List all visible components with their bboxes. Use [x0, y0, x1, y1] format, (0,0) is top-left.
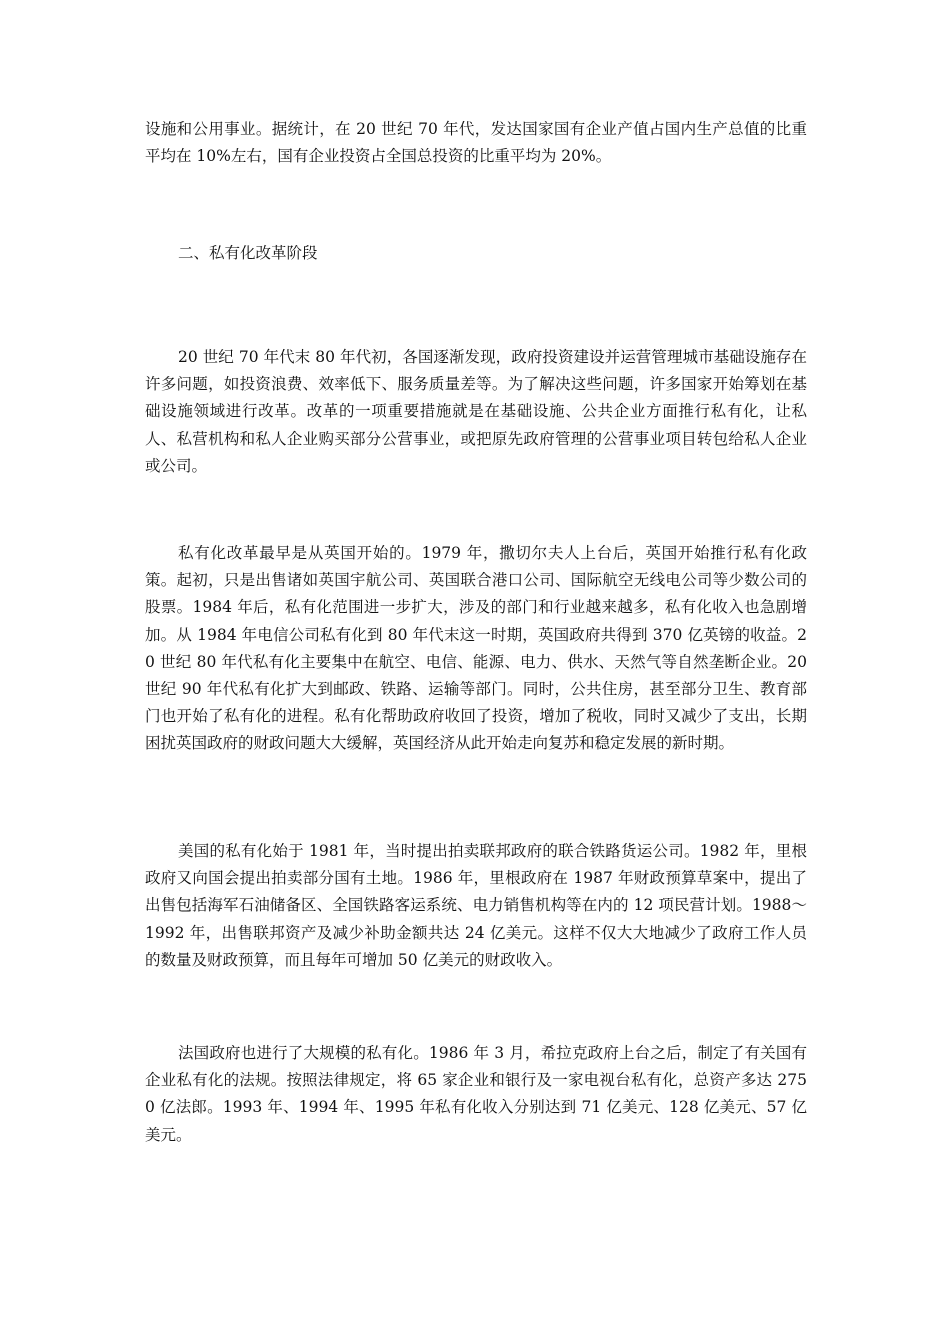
paragraph-infrastructure-statistics: 设施和公用事业。据统计，在 20 世纪 70 年代，发达国家国有企业产值占国内生产总值的比重平均在 10%左右，国有企业投资占全国总投资的比重平均为 20%。 [145, 120, 807, 166]
paragraph-us-privatization: 美国的私有化始于 1981 年，当时提出拍卖联邦政府的联合铁路货运公司。1982 年，里根政府又向国会提出拍卖部分国有土地。1986 年，里根政府在 1987 年财政预算草案中，提出了出售包括海军石油储备区、全国铁路客运系统、电力销售机构等在内的 12 项民营计划。1988～1992 年，出售联邦资产及减少补助金额共达 24 亿美元。这样不仅大大地减少了政府工作人员的数量及财政预算，而且每年可增加 50 亿美元的财政收入。 [145, 842, 807, 969]
paragraph-uk-privatization: 私有化改革最早是从英国开始的。1979 年，撒切尔夫人上台后，英国开始推行私有化政策。起初，只是出售诸如英国宇航公司、英国联合港口公司、国际航空无线电公司等少数公司的股票。1984 年后，私有化范围进一步扩大，涉及的部门和行业越来越多，私有化收入也急剧增加。从 1984 年电信公司私有化到 80 年代末这一时期，英国政府共得到 370 亿英镑的收益。20 世纪 80 年代私有化主要集中在航空、电信、能源、电力、供水、天然气等自然垄断企业。20 世纪 90 年代私有化扩大到邮政、铁路、运输等部门。同时，公共住房，甚至部分卫生、教育部门也开始了私有化的进程。私有化帮助政府收回了投资，增加了税收，同时又减少了支出，长期困扰英国政府的财政问题大大缓解，英国经济从此开始走向复苏和稳定发展的新时期。 [145, 544, 807, 753]
paragraph-reform-background: 20 世纪 70 年代末 80 年代初，各国逐渐发现，政府投资建设并运营管理城市基础设施存在许多问题，如投资浪费、效率低下、服务质量差等。为了解决这些问题，许多国家开始筹划在基础设施领域进行改革。改革的一项重要措施就是在基础设施、公共企业方面推行私有化，让私人、私营机构和私人企业购买部分公营事业，或把原先政府管理的公营事业项目转包给私人企业或公司。 [145, 348, 807, 475]
paragraph-france-privatization: 法国政府也进行了大规模的私有化。1986 年 3 月，希拉克政府上台之后，制定了有关国有企业私有化的法规。按照法律规定，将 65 家企业和银行及一家电视台私有化，总资产多达 2750 亿法郎。1993 年、1994 年、1995 年私有化收入分别达到 71 亿美元、128 亿美元、57 亿美元。 [145, 1044, 807, 1144]
section-heading-privatization: 二、私有化改革阶段 [178, 244, 318, 262]
